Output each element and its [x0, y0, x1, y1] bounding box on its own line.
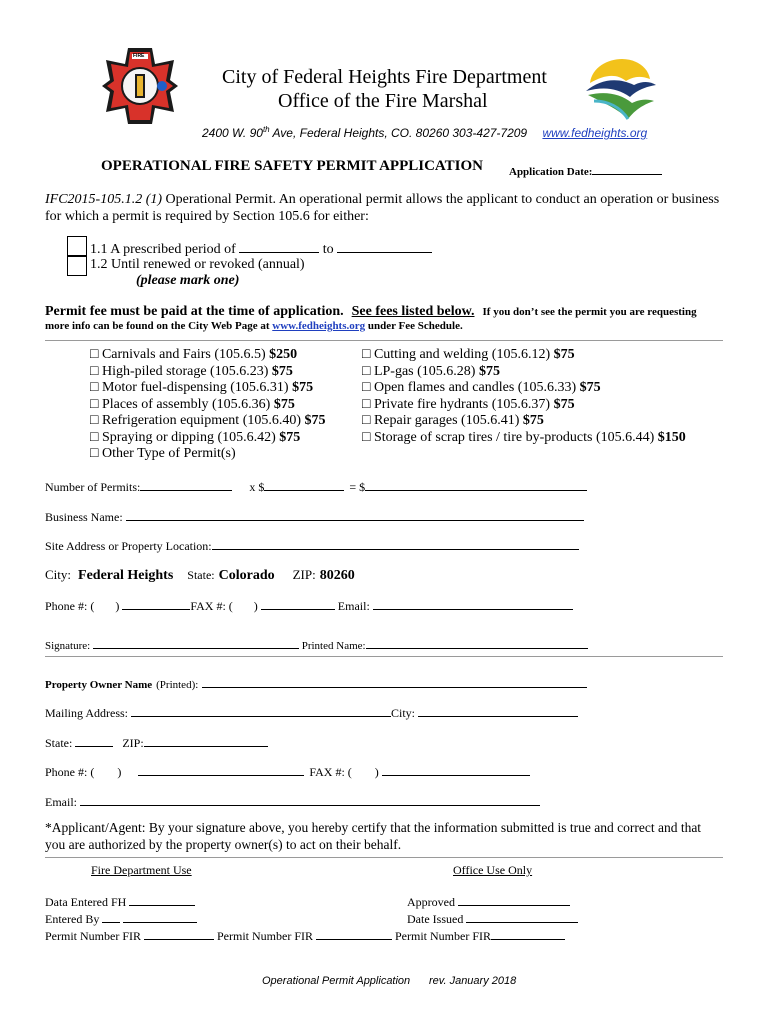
phone-paren: ) [115, 599, 120, 613]
permit-label: □ Open flames and candles (105.6.33) [362, 380, 577, 395]
permit-fee: $75 [271, 363, 293, 379]
permit-item[interactable] [362, 397, 686, 414]
permit-label: □ Carnivals and Fairs (105.6.5) [90, 347, 266, 362]
divider [45, 656, 723, 657]
entered-by-field[interactable] [123, 910, 197, 923]
period-start-field[interactable] [239, 240, 319, 253]
owner-name-row [45, 675, 587, 693]
permit-fee: $250 [269, 347, 298, 362]
badge-text: FIRE [133, 53, 145, 59]
data-entered-field[interactable] [129, 893, 195, 906]
owner-zip-field[interactable] [144, 734, 268, 747]
owner-name-printed-label: (Printed): [156, 679, 199, 691]
permit-label: □ Spraying or dipping (105.6.42) [90, 429, 276, 445]
permit-fee: $75 [553, 396, 575, 412]
fee-notice-bold: Permit fee must be paid at the time of application. [45, 304, 344, 319]
owner-state-row [45, 734, 268, 751]
period-end-field[interactable] [337, 240, 432, 253]
date-issued-field[interactable] [466, 910, 578, 923]
permit-fee: $75 [579, 380, 601, 395]
office-subtitle: Office of the Fire Marshal [278, 90, 488, 112]
owner-phone-paren: ) [117, 765, 122, 779]
application-date-text: Application Date: [509, 166, 593, 178]
owner-fax-field[interactable] [382, 763, 530, 776]
permit-label: □ Storage of scrap tires / tire by-products (105.6.44) [362, 429, 655, 445]
permit-fee: $150 [657, 429, 686, 445]
signature-label: Signature: [45, 640, 91, 652]
mailing-row [45, 704, 578, 721]
permit-label: □ Motor fuel-dispensing (105.6.31) [90, 380, 289, 395]
code-reference: IFC2015-105.1.2 (1) [45, 192, 163, 207]
divider [45, 340, 723, 341]
permit-number-field-2[interactable] [316, 927, 392, 940]
city-value[interactable]: Federal Heights [78, 568, 174, 583]
owner-phone-row [45, 763, 530, 780]
permit-item[interactable] [90, 347, 326, 364]
footer-revision: rev. January 2018 [429, 975, 517, 987]
office-use-only-heading: Office Use Only [453, 863, 533, 877]
permit-item[interactable] [90, 430, 326, 447]
period-option-1-label: 1.1 A prescribed period of [90, 242, 236, 257]
period-option-1 [90, 240, 432, 258]
fee-notice-small-2: more info can be found on the City Web Page at [45, 320, 270, 332]
period-checkbox-2[interactable] [67, 256, 87, 276]
owner-email-row [45, 793, 540, 810]
total-fee-field[interactable] [365, 478, 587, 491]
city-label: City: [45, 567, 72, 582]
permit-number-label-3: Permit Number FIR [395, 929, 491, 943]
permit-item[interactable] [90, 364, 326, 381]
site-address-row [45, 537, 579, 554]
state-value[interactable]: Colorado [218, 568, 275, 583]
fee-notice-small-3: under Fee Schedule. [367, 320, 463, 332]
certification-text [45, 819, 701, 853]
permit-item[interactable] [90, 380, 326, 397]
office-right-block [407, 893, 578, 927]
period-to-label: to [322, 242, 334, 257]
footer-document-name: Operational Permit Application [262, 975, 411, 987]
fire-department-badge [100, 46, 180, 126]
permit-label: □ Cutting and welding (105.6.12) [362, 347, 551, 362]
address-street: 2400 W. 90 [202, 126, 263, 140]
permit-fee: $75 [478, 363, 500, 379]
permit-fee: $75 [292, 380, 314, 395]
address-line [202, 125, 647, 140]
owner-fax-label: FAX #: ( [309, 765, 352, 779]
permit-label: □ LP-gas (105.6.28) [362, 363, 476, 379]
permit-label: □ Repair garages (105.6.41) [362, 413, 520, 428]
business-name-label: Business Name: [45, 510, 123, 524]
unit-fee-field[interactable] [264, 478, 344, 491]
owner-email-label: Email: [45, 795, 77, 809]
fax-paren: ) [253, 599, 258, 613]
business-name-field[interactable] [126, 508, 584, 521]
approved-field[interactable] [458, 893, 570, 906]
permit-label: □ Places of assembly (105.6.36) [90, 396, 271, 412]
state-label: State: [187, 568, 215, 582]
permit-number-label-2: Permit Number FIR [217, 929, 313, 943]
printed-name-field[interactable] [366, 636, 588, 649]
mailing-address-field[interactable] [131, 704, 391, 717]
owner-zip-label: ZIP: [122, 736, 144, 750]
zip-label: ZIP: [292, 567, 316, 582]
period-option-2: 1.2 Until renewed or revoked (annual) [90, 257, 305, 272]
permit-number-field[interactable] [144, 927, 214, 940]
permit-label: □ Refrigeration equipment (105.6.40) [90, 413, 302, 428]
permit-label: □ High-piled storage (105.6.23) [90, 363, 269, 379]
owner-name-field[interactable] [202, 675, 587, 688]
permit-fee: $75 [279, 429, 301, 445]
certification-line-1: *Applicant/Agent: By your signature above, you hereby certify that the information submitted is true and correct and that [45, 820, 702, 835]
mailing-address-label: Mailing Address: [45, 706, 128, 720]
signature-field[interactable] [93, 636, 299, 649]
phone-label: Phone #: ( [45, 599, 95, 613]
number-of-permits-row [45, 478, 587, 495]
number-of-permits-label: Number of Permits: [45, 480, 141, 494]
permit-fee: $75 [553, 347, 575, 362]
phone-field[interactable] [122, 597, 190, 610]
owner-phone-label: Phone #: ( [45, 765, 95, 779]
city-logo [582, 55, 660, 123]
owner-fax-paren: ) [374, 765, 379, 779]
owner-city-field[interactable] [418, 704, 578, 717]
permit-item[interactable] [362, 380, 686, 397]
fee-schedule-link[interactable]: www.fedheights.org [272, 320, 366, 332]
period-note: (please mark one) [136, 273, 240, 288]
permit-fee: $75 [273, 396, 295, 412]
entered-by-initials-field[interactable] [102, 910, 120, 923]
owner-state-field[interactable] [75, 734, 113, 747]
address-rest: Ave, Federal Heights, CO. 80260 303-427-7209 [269, 126, 528, 140]
application-date-field[interactable] [592, 162, 662, 175]
data-entered-label: Data Entered FH [45, 895, 127, 909]
email-field[interactable] [373, 597, 573, 610]
intro-text-2: for which a permit is required by Section 105.6 for either: [45, 209, 369, 224]
city-row [45, 566, 355, 584]
entered-by-label: Entered By [45, 912, 100, 926]
email-label: Email: [337, 599, 370, 613]
fire-department-use-heading: Fire Department Use [91, 863, 192, 877]
owner-name-label: Property Owner Name [45, 679, 153, 691]
intro-text-1: Operational Permit. An operational permit allows the applicant to conduct an operation or business [162, 192, 720, 207]
website-link[interactable]: www.fedheights.org [542, 126, 648, 140]
fax-label: FAX #: ( [190, 599, 233, 613]
date-issued-label: Date Issued [407, 912, 464, 926]
fee-notice-small-1: If you don’t see the permit you are requesting [482, 306, 697, 318]
permit-number-label: Permit Number FIR [45, 929, 141, 943]
fax-field[interactable] [261, 597, 335, 610]
business-name-row [45, 508, 584, 525]
department-title: City of Federal Heights Fire Department [222, 66, 547, 88]
times-label: x $ [249, 480, 265, 494]
permit-number-field-3[interactable] [491, 927, 565, 940]
equals-label: = $ [349, 480, 366, 494]
divider [45, 857, 723, 858]
permit-item[interactable] [362, 413, 686, 430]
intro-paragraph [45, 191, 719, 225]
permit-item[interactable] [90, 397, 326, 414]
certification-line-2: you are authorized by the property owner(s) to act on their behalf. [45, 837, 402, 852]
permit-item[interactable] [90, 446, 326, 463]
signature-row [45, 636, 588, 652]
permit-item[interactable] [362, 364, 686, 381]
permit-item[interactable] [90, 413, 326, 430]
permit-fee: $75 [522, 413, 544, 428]
owner-state-label: State: [45, 736, 73, 750]
zip-value[interactable]: 80260 [319, 568, 355, 583]
form-title: OPERATIONAL FIRE SAFETY PERMIT APPLICATION [101, 158, 483, 174]
fee-notice-link-text: See fees listed below. [351, 304, 475, 319]
permit-fee: $75 [304, 413, 326, 428]
number-of-permits-field[interactable] [140, 478, 232, 491]
phone-row [45, 597, 573, 614]
permit-list-left [90, 347, 326, 463]
owner-city-label: City: [391, 706, 416, 720]
application-date-label [509, 162, 662, 178]
approved-label: Approved [407, 895, 455, 909]
permit-label: □ Private fire hydrants (105.6.37) [362, 396, 551, 412]
owner-phone-field[interactable] [138, 763, 304, 776]
owner-email-field[interactable] [80, 793, 540, 806]
site-address-field[interactable] [212, 537, 579, 550]
permit-item[interactable] [362, 347, 686, 364]
permit-label: □ Other Type of Permit(s) [90, 446, 236, 461]
permit-list-right [362, 347, 686, 446]
printed-name-label: Printed Name: [301, 640, 366, 652]
fee-notice-line-2 [45, 320, 463, 332]
permit-item[interactable] [362, 430, 686, 447]
site-address-label: Site Address or Property Location: [45, 539, 212, 553]
fee-notice [45, 302, 697, 320]
address-sup: th [262, 125, 270, 134]
period-checkbox-1[interactable] [67, 236, 87, 256]
